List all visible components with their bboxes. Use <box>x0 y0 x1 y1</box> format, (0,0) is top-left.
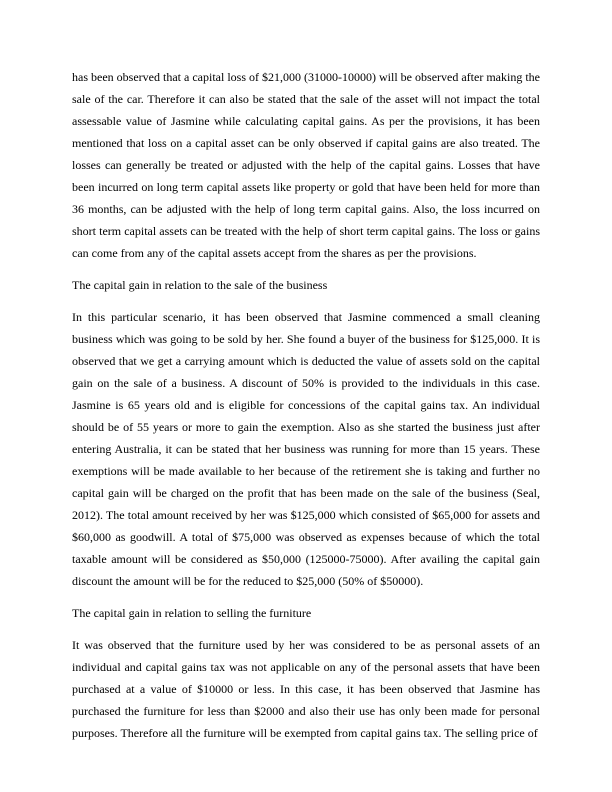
paragraph-furniture-sale: It was observed that the furniture used by her was considered to be as personal assets of an individual and capital gains tax was not applicable on any of the personal assets that have been purchased at a value of $10000 or less. In this case, it has been observed that Jasmine has purchased the furniture for less than $2000 and also their use has only been made for personal purposes. Therefore all the furniture will be exempted from capital gains tax. The selling price of <box>72 638 540 740</box>
section-heading-furniture: The capital gain in relation to selling the furniture <box>72 606 312 620</box>
document-page <box>72 66 540 754</box>
section-heading-business: The capital gain in relation to the sale of the business <box>72 278 328 292</box>
paragraph-capital-loss: has been observed that a capital loss of $21,000 (31000-10000) will be observed after making the sale of the car. Therefore it can also be stated that the sale of the asset will not impact the total assessable value of Jasmine while calculating capital gains. As per the provisions, it has been mentioned that loss on a capital asset can be only observed if capital gains are also treated. The losses can generally be treated or adjusted with the help of the capital gains. Losses that have been incurred on long term capital assets like property or gold that have been held for more than 36 months, can be adjusted with the help of long term capital gains. Also, the loss incurred on short term capital assets can be treated with the help of short term capital gains. The loss or gains can come from any of the capital assets accept from the shares as per the provisions. <box>72 70 540 260</box>
paragraph-business-sale: In this particular scenario, it has been observed that Jasmine commenced a small cleaning business which was going to be sold by her. She found a buyer of the business for $125,000. It is observed that we get a carrying amount which is deducted the value of assets sold on the capital gain on the sale of a business. A discount of 50% is provided to the individuals in this case. Jasmine is 65 years old and is eligible for concessions of the capital gains tax. An individual should be of 55 years or more to gain the exemption. Also as she started the business just after entering Australia, it can be stated that her business was running for more than 15 years. These exemptions will be made available to her because of the retirement she is taking and further no capital gain will be charged on the profit that has been made on the sale of the business (Seal, 2012). The total amount received by her was $125,000 which consisted of $65,000 for assets and $60,000 as goodwill. A total of $75,000 was observed as expenses because of which the total taxable amount will be considered as $50,000 (125000-75000). After availing the capital gain discount the amount will be for the reduced to $25,000 (50% of $50000). <box>72 310 540 588</box>
